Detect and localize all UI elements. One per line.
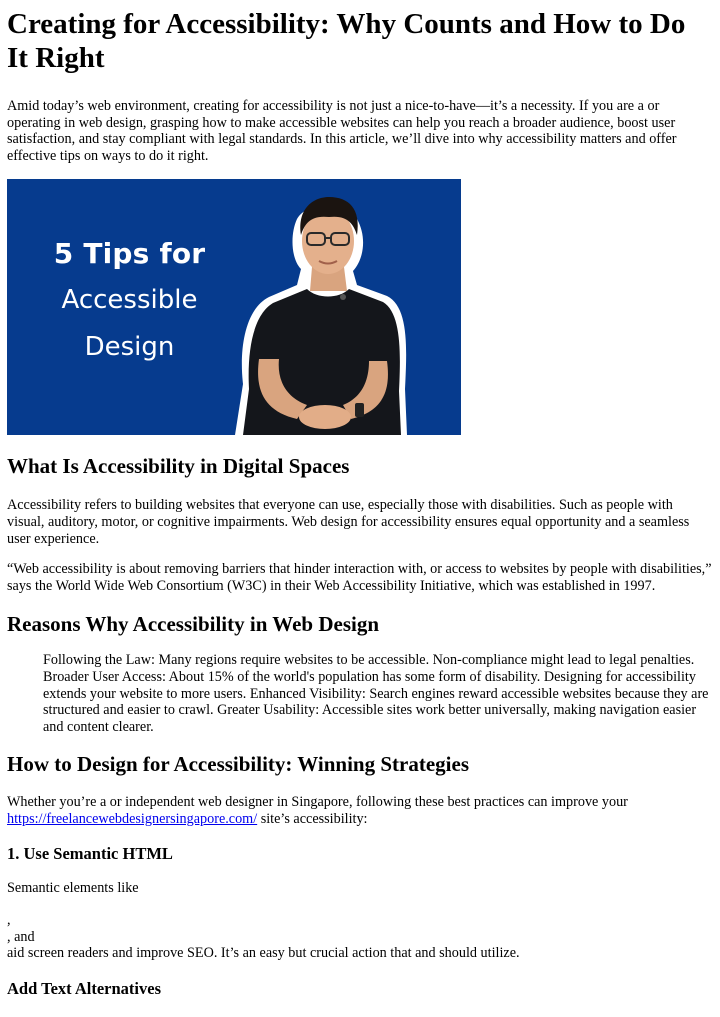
hero-line-1: 5 Tips for (53, 237, 206, 271)
heading-semantic-html: 1. Use Semantic HTML (7, 843, 173, 863)
best-practices-text: Whether you’re a or independent web designer in Singapore, following these best practices can improve your (7, 794, 628, 811)
paragraph-semantic-elements: Semantic elements like (7, 879, 139, 896)
heading-text-alternatives: Add Text Alternatives (7, 978, 162, 998)
semantic-and: , and (7, 928, 35, 945)
reasons-list: Following the Law: Many regions require websites to be accessible. Non-compliance might lead to legal penalties. Broader User Access: About 15% of the world's population has some form of disability. Designing for accessibility extends your website to more users. Enhanced Visibility: Search engines reward accessible websites because they are structured and easier to crawl. Greater Usability: Accessible sites work better universally, making navigation easier and content clearer. (43, 652, 709, 735)
semantic-comma: , (7, 912, 11, 929)
designer-site-link[interactable]: https://freelancewebdesignersingapore.com/ (7, 810, 258, 827)
page-title: Creating for Accessibility: Why Counts and How to Do It Right (7, 8, 686, 74)
hero-line-2: Accessible (61, 285, 198, 316)
paragraph-semantic-benefits (7, 912, 713, 962)
heading-reasons: Reasons Why Accessibility in Web Design (7, 612, 380, 637)
paragraph-best-practices (7, 794, 713, 827)
heading-what-is-accessibility: What Is Accessibility in Digital Spaces (7, 454, 350, 479)
paragraph-accessibility-definition: Accessibility refers to building websites that everyone can use, especially those with disabilities. Such as people with visual, auditory, motor, or cognitive impairments. Web design for accessibility ensures equal opportunity and a seamless user experience. (7, 497, 690, 547)
paragraph-w3c-quote: “Web accessibility is about removing barriers that hinder interaction with, or access to websites by people with disabilities,” says the World Wide Web Consortium (W3C) in their Web Accessibility Initiative, which was established in 1997. (7, 561, 712, 594)
hero-line-3: Design (84, 332, 175, 363)
hero-image (7, 179, 461, 435)
intro-paragraph: Amid today’s web environment, creating for accessibility is not just a nice-to-have—it’s a necessity. If you are a or operating in web design, grasping how to make accessible websites can help you reach a broader audience, boost user satisfaction, and stay compliant with legal standards. In this article, we’ll dive into why accessibility matters and offer effective tips on ways to do it right. (7, 98, 677, 164)
heading-how-to-design: How to Design for Accessibility: Winning Strategies (7, 752, 469, 777)
semantic-benefit-text: aid screen readers and improve SEO. It’s an easy but crucial action that and should utilize. (7, 945, 520, 962)
article (7, 0, 713, 999)
best-practices-suffix: site’s accessibility: (257, 810, 368, 827)
